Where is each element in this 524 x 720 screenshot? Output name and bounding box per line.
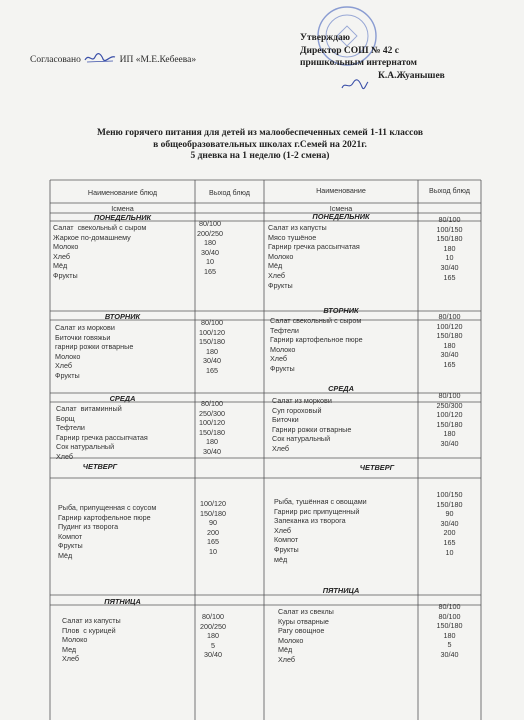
portion-list: 100/120 150/180 90 200 165 10	[200, 499, 226, 556]
day-label-right: ВТОРНИК	[323, 306, 359, 315]
day-label-left: ПЯТНИЦА	[104, 597, 141, 606]
title-line-1: Меню горячего питания для детей из малообеспеченных семей 1-11 классов	[97, 128, 423, 138]
dish-list: Салат свекольный с сыром Жаркое по-домашнему Молоко Хлеб Мёд Фрукты	[53, 223, 147, 280]
header-portion-right: Выход блюд	[429, 186, 470, 195]
day-label-right: ПОНЕДЕЛЬНИК	[312, 212, 370, 221]
dish-list: Салат из свеклы Куры отварные Рагу овощное Молоко Мёд Хлеб	[278, 607, 334, 664]
portion-list: 80/100 100/150 150/180 180 10 30/40 165	[436, 215, 463, 282]
approval-line-1: Утверждаю	[300, 33, 350, 43]
portion-list: 80/100 80/100 150/180 180 5 30/40	[436, 602, 463, 659]
portion-list: 80/100 250/300 100/120 150/180 180 30/40	[436, 391, 463, 448]
dish-list: Салат из капусты Мясо тушёное Гарнир гречка рассыпчатая Молоко Мёд Хлеб Фрукты	[268, 223, 360, 290]
title-line-2: в общеобразовательных школах г.Семей на 2021г.	[153, 139, 367, 150]
day-label-left: СРЕДА	[109, 394, 136, 403]
portion-list: 80/100 100/120 150/180 180 30/40 165	[436, 312, 463, 369]
header-dish-name: Наименование блюд	[87, 188, 158, 197]
header-name-right: Наименование	[316, 186, 366, 195]
title-line-3: 5 дневка на 1 неделю (1-2 смена)	[190, 151, 330, 161]
dish-list: Рыба, тушённая с овощами Гарнир рис припущенный Запеканка из творога Хлеб Компот Фрукты мёд	[274, 497, 367, 564]
shift-right: Ісмена	[329, 204, 353, 213]
dish-list: Салат свекольный с сыром Тефтели Гарнир картофельное пюре Молоко Хлеб Фрукты	[270, 316, 363, 373]
portion-list: 80/100 100/120 150/180 180 30/40 165	[199, 318, 225, 375]
dish-list: Рыба, припущенная с соусом Гарнир картофельное пюре Пудинг из творога Компот Фрукты Мёд	[58, 503, 157, 560]
portion-list: 80/100 200/250 180 30/40 10 165	[197, 219, 223, 276]
approval-line-4: К.А.Жуанышев	[378, 70, 445, 81]
approval-line-3: пришкольным интернатом	[300, 58, 417, 68]
agreed-org: ИП «М.Е.Кебеева»	[119, 55, 197, 65]
dish-list: Салат из моркови Суп гороховый Биточки Гарнир рожки отварные Сок натуральный Хлеб	[272, 396, 352, 453]
day-label-left: ВТОРНИК	[104, 312, 141, 321]
header-portion: Выход блюд	[209, 188, 250, 197]
portion-list: 80/100 200/250 180 5 30/40	[200, 612, 226, 660]
portion-list: 100/150 150/180 90 30/40 200 165 10	[436, 490, 463, 557]
day-label-left: ПОНЕДЕЛЬНИК	[93, 213, 152, 222]
dish-list: Салат витаминный Борщ Тефтели Гарнир гречка рассыпчатая Сок натуральный Хлеб	[56, 404, 148, 461]
dish-list: Салат из капусты Плов с курицей Молоко Мед Хлеб	[62, 616, 121, 664]
agreed-label: Согласовано	[30, 55, 81, 65]
approval-line-2: Директор СОШ № 42 с	[300, 45, 400, 56]
portion-list: 80/100 250/300 100/120 150/180 180 30/40	[199, 399, 225, 456]
day-label-right: ЧЕТВЕРГ	[359, 463, 395, 472]
shift-left: Ісмена	[111, 204, 134, 213]
day-label-left: ЧЕТВЕРГ	[82, 462, 118, 471]
dish-list: Салат из моркови Биточки говяжьи гарнир рожки отварные Молоко Хлеб Фрукты	[55, 323, 134, 380]
day-label-right: ПЯТНИЦА	[322, 586, 360, 595]
day-label-right: СРЕДА	[328, 384, 354, 393]
